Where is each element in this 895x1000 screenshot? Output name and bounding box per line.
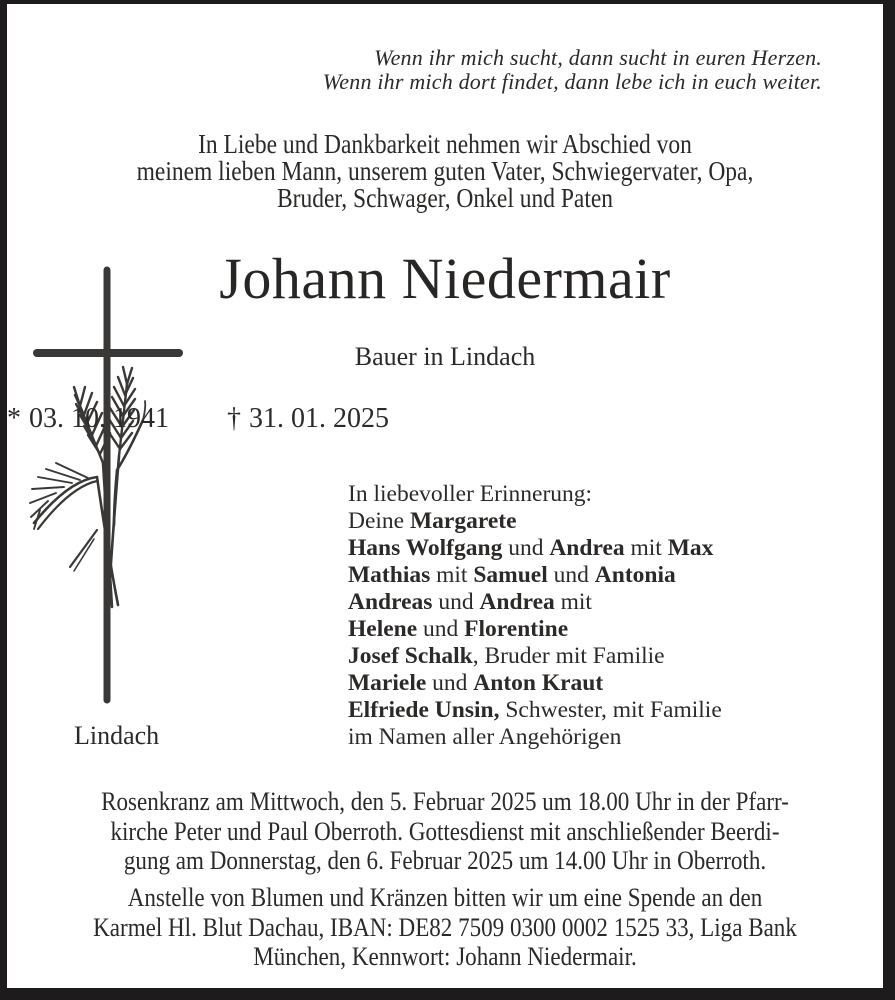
memorial-line bbox=[348, 643, 722, 670]
death-date-value: 31. 01. 2025 bbox=[249, 403, 389, 434]
death-date bbox=[227, 403, 389, 435]
memorial-line bbox=[348, 616, 722, 643]
memorial-line bbox=[348, 724, 722, 751]
text-line: München, Kennwort: Johann Niedermair. bbox=[253, 941, 637, 971]
mourner-name: Anton Kraut bbox=[473, 670, 604, 696]
memorial-text: im Namen aller Angehörigen bbox=[348, 724, 622, 750]
text-line: meinem lieben Mann, unserem guten Vater, Schwiegervater, Opa, bbox=[136, 156, 754, 186]
mourners-list bbox=[348, 481, 722, 751]
memorial-text: Deine bbox=[348, 508, 410, 534]
mourner-name: Mariele bbox=[348, 670, 427, 696]
text-line: kirche Peter und Paul Oberroth. Gottesdienst mit anschließender Beerdi- bbox=[110, 815, 780, 846]
memorial-text: Schwester, mit Familie bbox=[499, 697, 722, 723]
text-line: Wenn ihr mich sucht, dann sucht in euren Herzen. bbox=[374, 45, 822, 70]
text-line: gung am Donnerstag, den 6. Februar 2025 um 14.00 Uhr in Oberroth. bbox=[123, 845, 767, 875]
memorial-text: und bbox=[547, 562, 595, 588]
memorial-text: und bbox=[432, 589, 480, 615]
memorial-text: und bbox=[417, 616, 465, 642]
memorial-text: und bbox=[502, 535, 550, 561]
memorial-text: mit bbox=[554, 589, 592, 615]
mourner-name: Josef Schalk bbox=[348, 643, 473, 669]
memorial-line bbox=[348, 670, 722, 697]
memorial-line bbox=[348, 535, 722, 562]
memorial-text: mit bbox=[624, 535, 668, 561]
text-line: Rosenkranz am Mittwoch, den 5. Februar 2025 um 18.00 Uhr in der Pfarr- bbox=[101, 786, 789, 816]
introduction bbox=[64, 131, 826, 212]
mourner-name: Antonia bbox=[594, 562, 676, 588]
death-cross-icon: † bbox=[227, 403, 241, 434]
birth-date bbox=[7, 403, 169, 435]
donation-info bbox=[64, 883, 826, 972]
cross-and-wheat-icon bbox=[28, 263, 188, 708]
text-line: Anstelle von Blumen und Kränzen bitten wir um eine Spende an den bbox=[127, 882, 763, 912]
birth-star-icon: * bbox=[7, 403, 21, 434]
memorial-text: mit bbox=[430, 562, 474, 588]
epigraph bbox=[323, 46, 822, 94]
mourner-name: Samuel bbox=[473, 562, 548, 588]
mourner-name: Helene bbox=[348, 616, 418, 642]
text-line: Bruder, Schwager, Onkel und Paten bbox=[276, 183, 614, 213]
mourner-name: Florentine bbox=[464, 616, 569, 642]
memorial-line bbox=[348, 697, 722, 724]
mourner-name: Andrea bbox=[479, 589, 555, 615]
deceased-subtitle: Bauer in Lindach bbox=[354, 342, 536, 371]
birth-date-value: 03. 10. 1941 bbox=[29, 403, 169, 434]
deceased-name: Johann Niedermair bbox=[219, 246, 671, 311]
memorial-line bbox=[348, 508, 722, 535]
place-label: Lindach bbox=[74, 721, 160, 750]
service-info bbox=[64, 787, 826, 876]
mourner-name: Hans Wolfgang bbox=[348, 535, 503, 561]
life-dates bbox=[7, 403, 389, 435]
mourner-name: Andreas bbox=[348, 589, 433, 615]
text-line: Wenn ihr mich dort findet, dann lebe ich in euch weiter. bbox=[322, 69, 822, 94]
memorial-text: In liebevoller Erinnerung: bbox=[348, 481, 593, 507]
mourner-name: Mathias bbox=[348, 562, 431, 588]
memorial-text: und bbox=[426, 670, 474, 696]
mourner-name: Margarete bbox=[410, 508, 517, 534]
mourner-name: Andrea bbox=[549, 535, 625, 561]
memorial-text: , Bruder mit Familie bbox=[472, 643, 665, 669]
memorial-line bbox=[348, 589, 722, 616]
memorial-line bbox=[348, 562, 722, 589]
text-line: Karmel Hl. Blut Dachau, IBAN: DE82 7509 0300 0002 1525 33, Liga Bank bbox=[93, 911, 797, 942]
text-line: In Liebe und Dankbarkeit nehmen wir Abschied von bbox=[198, 129, 692, 159]
mourner-name: Elfriede Unsin, bbox=[348, 697, 500, 723]
memorial-line bbox=[348, 481, 722, 508]
mourner-name: Max bbox=[667, 535, 714, 561]
